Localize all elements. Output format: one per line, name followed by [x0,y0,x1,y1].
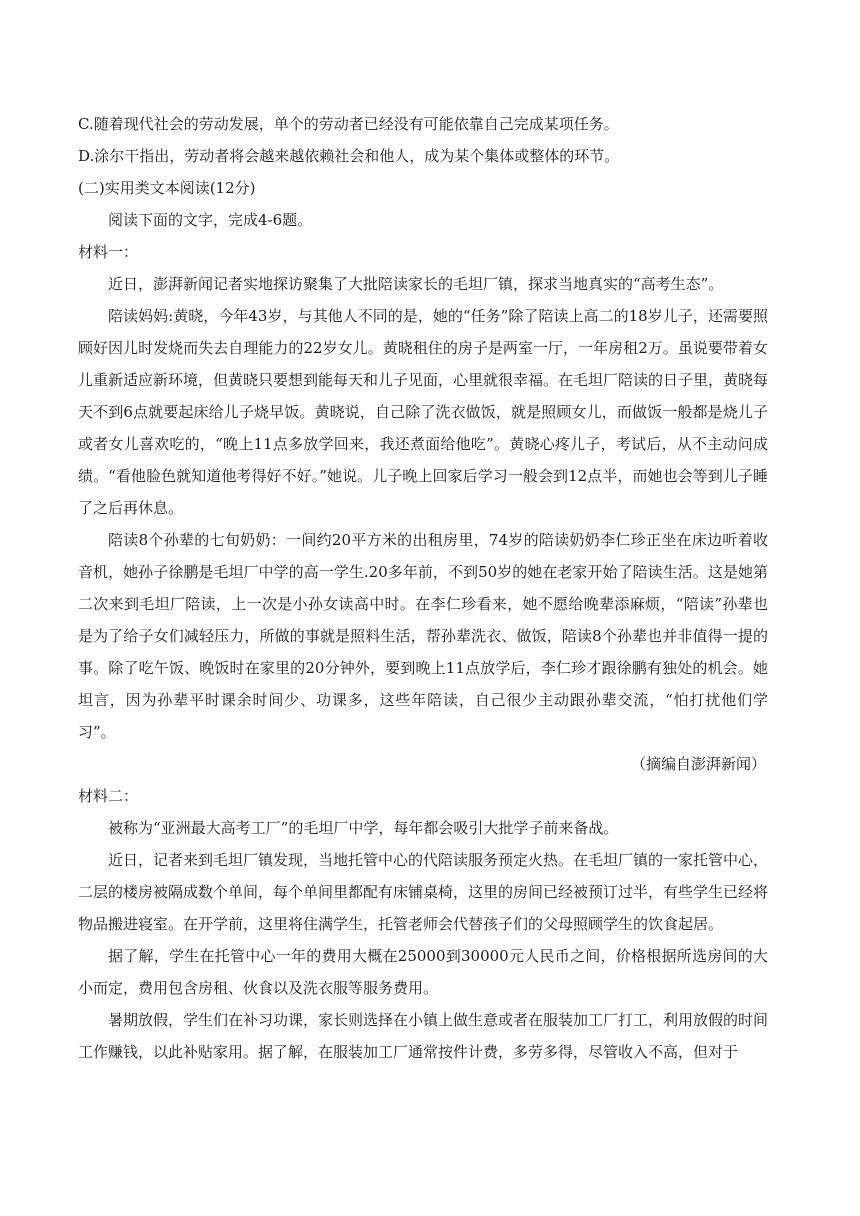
material-2-paragraph: 据了解，学生在托管中心一年的费用大概在25000到30000元人民币之间，价格根据所选房间的大小而定，费用包含房租、伙食以及洗衣服等服务费用。 [78,947,768,997]
section-instruction: 阅读下面的文字，完成4-6题。 [108,211,313,229]
material-2-label: 材料二： [78,787,139,805]
material-1-source: （摘编自澎湃新闻） [630,755,766,773]
option-d: D.涂尔干指出，劳动者将会越来越依赖社会和他人，成为某个集体或整体的环节。 [78,147,620,165]
material-2-paragraph: 被称为“亚洲最大高考工厂”的毛坦厂中学，每年都会吸引大批学子前来备战。 [108,819,619,837]
material-1-label: 材料一： [78,243,139,261]
material-1-paragraph: 陪读8个孙辈的七旬奶奶：一间约20平方米的出租房里，74岁的陪读奶奶李仁珍正坐在床边听着收音机，她孙子徐鹏是毛坦厂中学的高一学生.20多年前，不到50岁的她在老家开始了陪读生活。这是她第二次来到毛坦厂陪读，上一次是小孙女读高中时。在李仁珍看来，她不愿给晚辈添麻烦，“陪读”孙辈也是为了给子女们减轻压力，所做的事就是照料生活，帮孙辈洗衣、做饭，陪读8个孙辈也并非值得一提的事。除了吃午饭、晚饭时在家里的20分钟外，要到晚上11点放学后，李仁珍才跟徐鹏有独处的机会。她坦言，因为孙辈平时课余时间少、功课多，这些年陪读，自己很少主动跟孙辈交流，“怕打扰他们学习”。 [78,531,768,741]
material-1-paragraph: 陪读妈妈:黄晓，今年43岁，与其他人不同的是，她的“任务”除了陪读上高二的18岁儿子，还需要照顾好因儿时发烧而失去自理能力的22岁女儿。黄晓租住的房子是两室一厅，一年房租2万。虽说要带着女儿重新适应新环境，但黄晓只要想到能每天和儿子见面，心里就很幸福。在毛坦厂陪读的日子里，黄晓每天不到6点就要起床给儿子烧早饭。黄晓说，自己除了洗衣做饭，就是照顾女儿，而做饭一般都是烧儿子或者女儿喜欢吃的，“晚上11点多放学回来，我还煮面给他吃”。黄晓心疼儿子，考试后，从不主动问成绩。“看他脸色就知道他考得好不好。”她说。儿子晚上回家后学习一般会到12点半，而她也会等到儿子睡了之后再休息。 [78,307,769,517]
document-page [78,108,768,1068]
material-2-paragraph: 近日，记者来到毛坦厂镇发现，当地托管中心的代陪读服务预定火热。在毛坦厂镇的一家托管中心，二层的楼房被隔成数个单间，每个单间里都配有床铺桌椅，这里的房间已经被预订过半，有些学生已经将物品搬进寝室。在开学前，这里将住满学生，托管老师会代替孩子们的父母照顾学生的饮食起居。 [78,851,769,933]
option-c: C.随着现代社会的劳动发展，单个的劳动者已经没有可能依靠自己完成某项任务。 [78,115,619,133]
material-2-paragraph: 暑期放假，学生们在补习功课，家长则选择在小镇上做生意或者在服装加工厂打工，利用放假的时间工作赚钱，以此补贴家用。据了解，在服装加工厂通常按件计费，多劳多得，尽管收入不高，但对于 [78,1011,769,1061]
material-1-paragraph: 近日，澎湃新闻记者实地探访聚集了大批陪读家长的毛坦厂镇，探求当地真实的“高考生态”。 [108,275,724,293]
section-heading: (二)实用类文本阅读(12分) [78,179,256,197]
